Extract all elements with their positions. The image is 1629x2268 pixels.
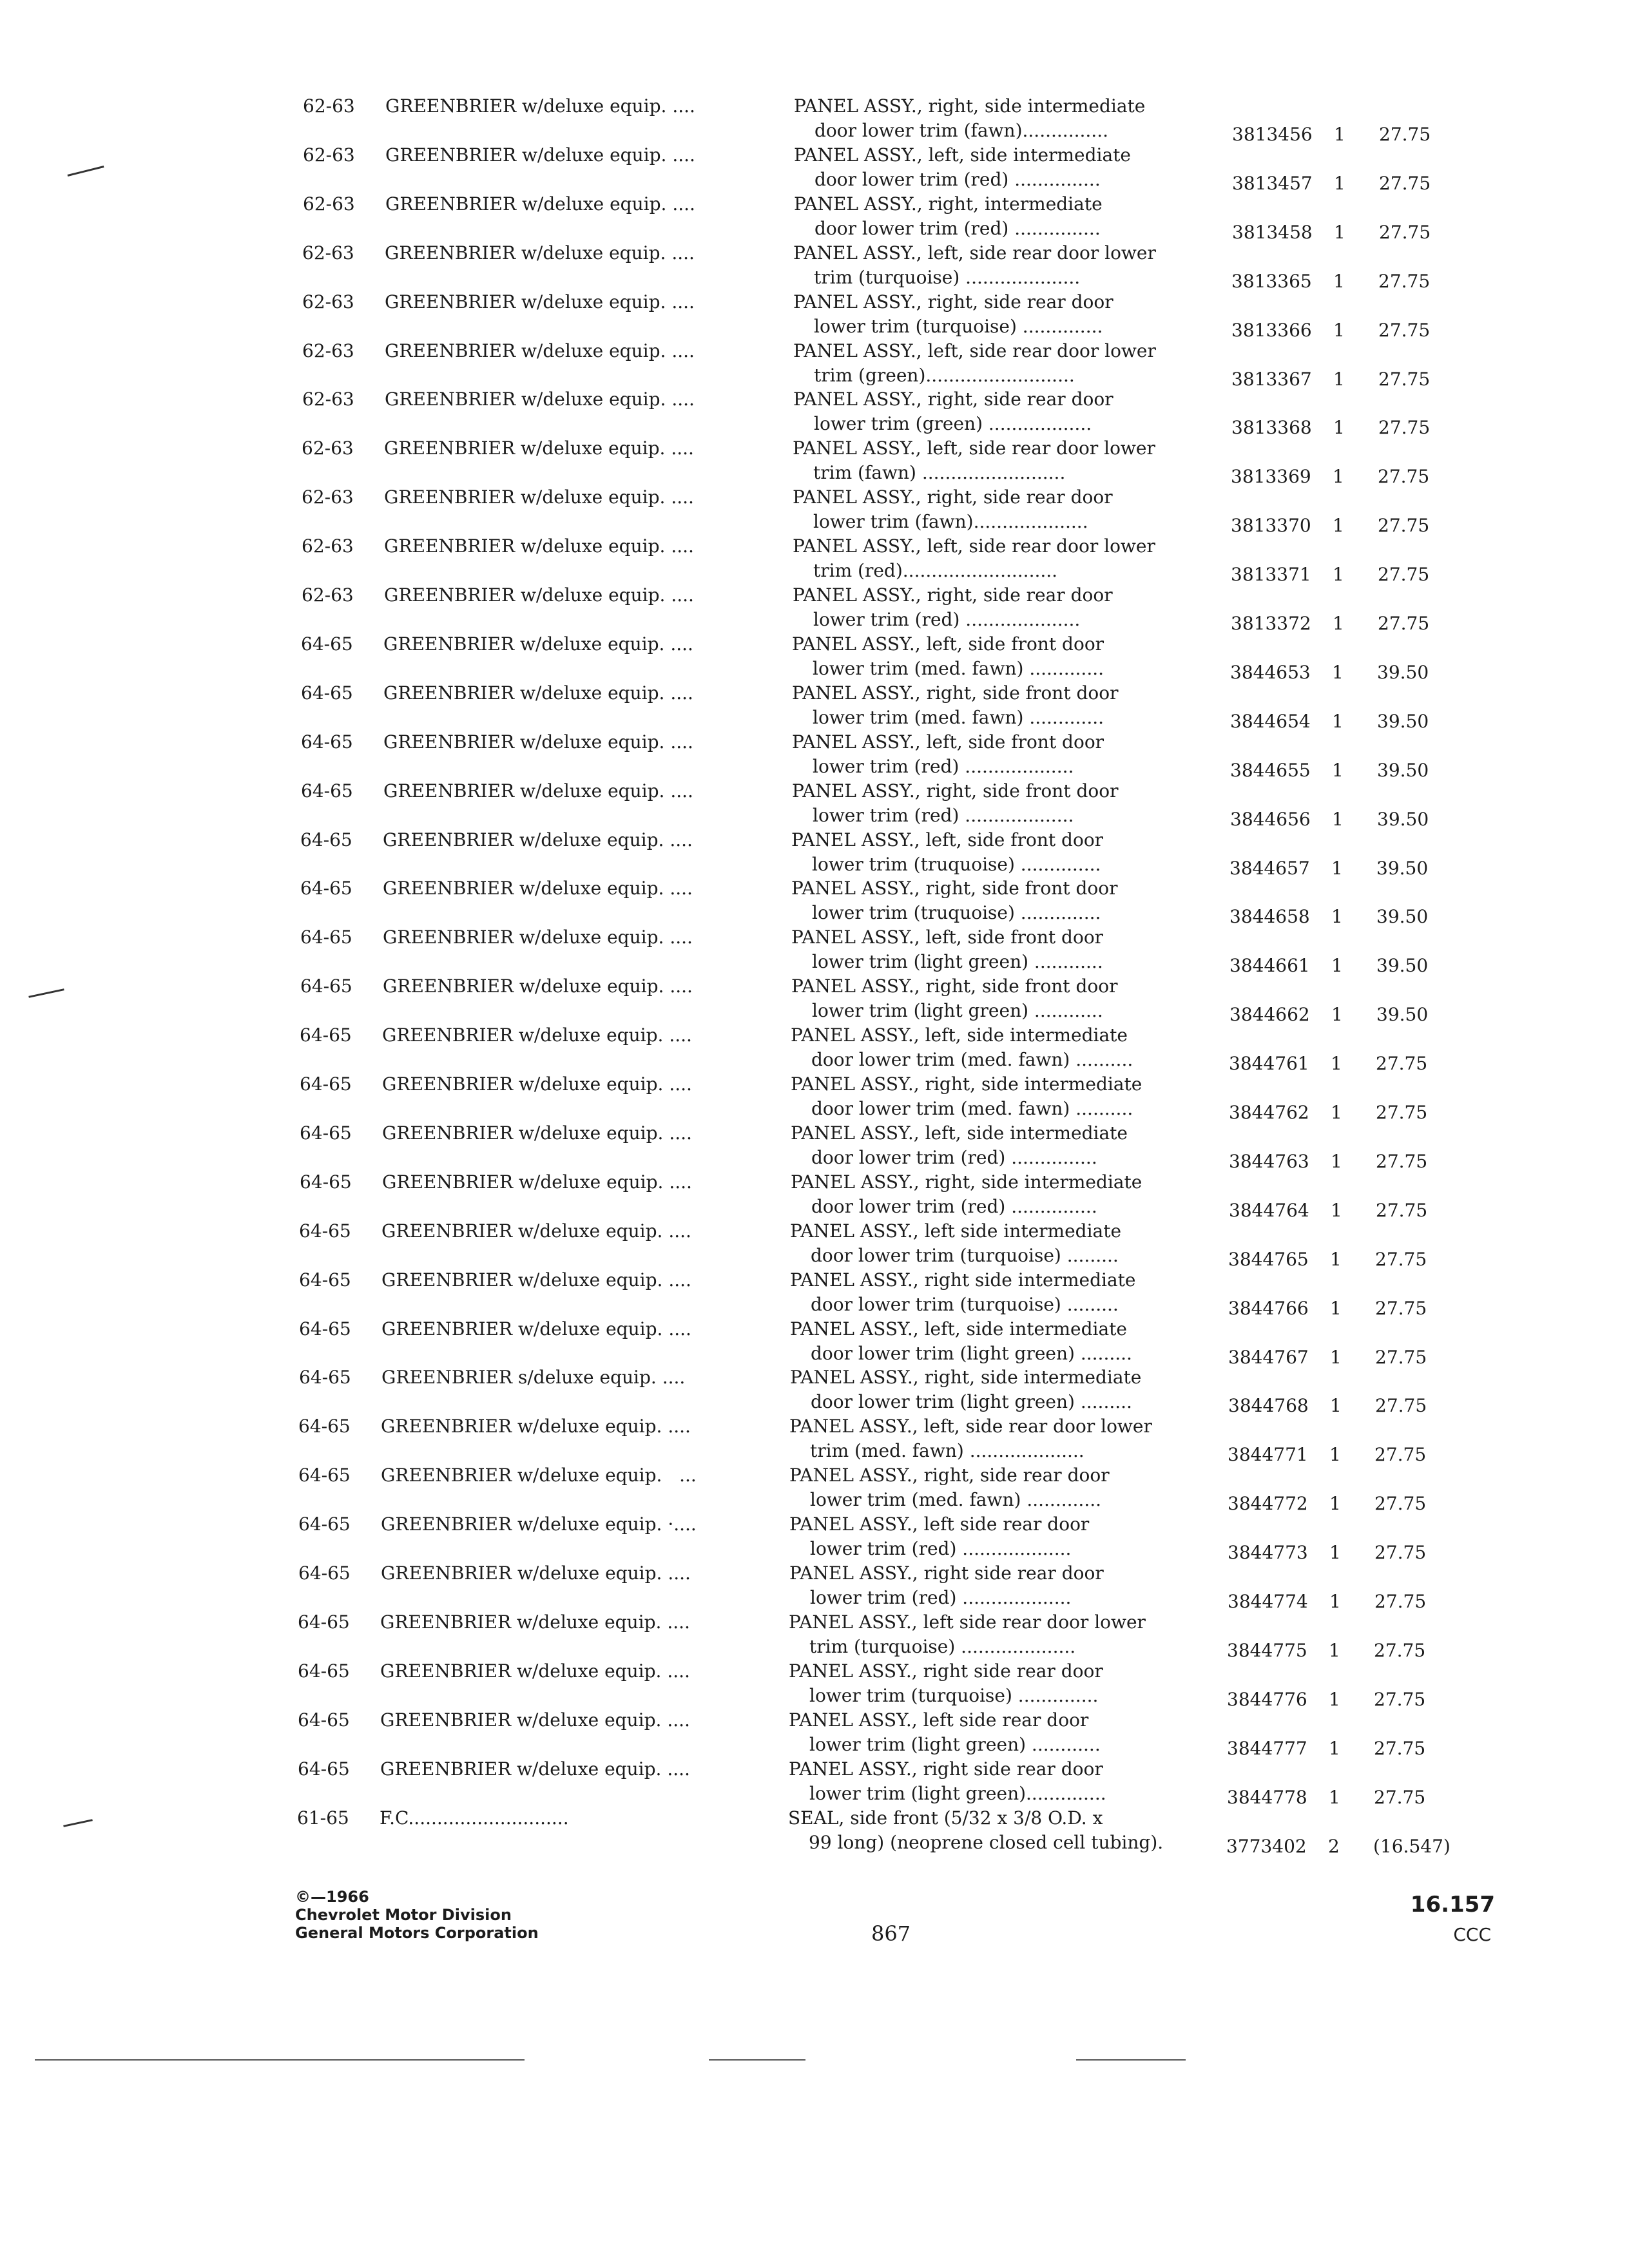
year-cell: 64-65 <box>299 1318 351 1340</box>
part-number-cell: 3844772 <box>1228 1493 1308 1514</box>
table-row <box>0 633 1627 682</box>
description-line-2: door lower trim (red) ............... <box>815 218 1101 239</box>
model-cell: GREENBRIER w/deluxe equip. .... <box>380 1758 690 1780</box>
year-cell: 62-63 <box>302 486 354 508</box>
description-line-1: PANEL ASSY., right, side rear door <box>793 584 1113 606</box>
quantity-cell: 1 <box>1333 466 1344 487</box>
quantity-cell: 1 <box>1333 417 1345 438</box>
description-line-1: PANEL ASSY., left, side front door <box>792 633 1104 655</box>
part-number-cell: 3813372 <box>1231 613 1311 634</box>
table-row <box>0 780 1627 829</box>
part-number-cell: 3844657 <box>1229 858 1310 879</box>
description-line-2: door lower trim (turquoise) ......... <box>811 1245 1119 1266</box>
description-line-1: PANEL ASSY., right side rear door <box>789 1562 1104 1584</box>
year-cell: 64-65 <box>300 1073 352 1095</box>
section-code: CCC <box>1453 1924 1491 1945</box>
description-line-2: lower trim (red) ................... <box>813 756 1074 777</box>
model-cell: GREENBRIER w/deluxe equip. .... <box>383 927 693 948</box>
table-row <box>0 291 1628 340</box>
description-line-1: PANEL ASSY., right, side rear door <box>789 1465 1110 1486</box>
part-number-cell: 3844771 <box>1228 1444 1308 1465</box>
model-cell: GREENBRIER w/deluxe equip. ... <box>381 1465 697 1486</box>
part-number-cell: 3844658 <box>1229 906 1310 927</box>
description-line-1: PANEL ASSY., right, side rear door <box>793 291 1113 312</box>
description-line-2: door lower trim (red) ............... <box>811 1196 1097 1217</box>
corporation-line: General Motors Corporation <box>295 1924 539 1942</box>
description-line-1: PANEL ASSY., left, side rear door lower <box>793 340 1156 361</box>
model-cell: GREENBRIER w/deluxe equip. .... <box>383 682 693 704</box>
price-cell: 39.50 <box>1376 906 1429 927</box>
description-line-1: PANEL ASSY., left, side front door <box>792 731 1104 753</box>
description-line-2: lower trim (turquoise) .............. <box>809 1685 1099 1706</box>
model-cell: GREENBRIER w/deluxe equip. .... <box>382 1073 692 1095</box>
description-line-1: PANEL ASSY., left, side front door <box>791 829 1104 850</box>
description-line-1: PANEL ASSY., left, side rear door lower <box>793 242 1156 264</box>
price-cell: 27.75 <box>1374 1787 1426 1808</box>
description-line-1: PANEL ASSY., left, side intermediate <box>791 1122 1128 1144</box>
quantity-cell: 1 <box>1329 1640 1340 1661</box>
price-cell: 27.75 <box>1375 1249 1427 1270</box>
quantity-cell: 1 <box>1329 1738 1340 1759</box>
quantity-cell: 1 <box>1332 662 1344 683</box>
year-cell: 64-65 <box>298 1416 351 1437</box>
quantity-cell: 1 <box>1332 809 1344 830</box>
description-line-1: PANEL ASSY., right, side front door <box>792 780 1119 802</box>
price-cell: 27.75 <box>1376 1102 1428 1123</box>
bottom-rule <box>1076 2059 1186 2061</box>
quantity-cell: 1 <box>1330 1395 1342 1416</box>
price-cell: 27.75 <box>1374 1689 1426 1710</box>
price-cell: 27.75 <box>1375 1298 1427 1319</box>
year-cell: 64-65 <box>300 829 352 850</box>
table-row <box>0 731 1627 780</box>
quantity-cell: 1 <box>1330 1347 1342 1368</box>
model-cell: GREENBRIER w/deluxe equip. .... <box>381 1416 691 1437</box>
table-row <box>0 193 1629 242</box>
price-cell: 27.75 <box>1375 1347 1427 1368</box>
price-cell: 27.75 <box>1376 1200 1428 1221</box>
year-cell: 64-65 <box>298 1514 351 1535</box>
price-cell: 27.75 <box>1378 564 1430 585</box>
part-number-cell: 3844778 <box>1227 1787 1307 1808</box>
description-line-1: PANEL ASSY., left side rear door <box>789 1709 1089 1731</box>
description-line-1: SEAL, side front (5/32 x 3/8 O.D. x <box>788 1807 1103 1829</box>
price-cell: 27.75 <box>1374 1640 1426 1661</box>
description-line-2: lower trim (fawn).................... <box>813 511 1088 532</box>
publisher-block <box>295 1888 539 1942</box>
description-line-1: PANEL ASSY., right, side rear door <box>793 389 1113 410</box>
price-cell: 27.75 <box>1376 1053 1428 1074</box>
model-cell: GREENBRIER w/deluxe equip. .... <box>385 193 695 215</box>
description-line-1: PANEL ASSY., right, side front door <box>791 975 1118 997</box>
price-cell: 27.75 <box>1374 1542 1427 1563</box>
year-cell: 64-65 <box>298 1465 351 1486</box>
table-row <box>0 1758 1624 1807</box>
description-line-2: lower trim (red) ................... <box>810 1587 1072 1608</box>
table-row <box>0 1562 1624 1611</box>
part-number-cell: 3813371 <box>1231 564 1311 585</box>
description-line-2: lower trim (truquoise) .............. <box>812 854 1101 875</box>
model-cell: GREENBRIER s/deluxe equip. .... <box>381 1367 686 1388</box>
description-line-1: PANEL ASSY., right, side intermediate <box>794 95 1146 117</box>
year-cell: 62-63 <box>302 340 354 361</box>
price-cell: 39.50 <box>1376 1004 1429 1025</box>
price-cell: 27.75 <box>1379 173 1431 194</box>
price-cell: 27.75 <box>1378 515 1430 536</box>
page-number: 867 <box>871 1921 911 1946</box>
part-number-cell: 3844767 <box>1228 1347 1309 1368</box>
model-cell: GREENBRIER w/deluxe equip. .... <box>385 95 695 117</box>
description-line-2: door lower trim (light green) ......... <box>811 1391 1132 1412</box>
description-line-2: trim (turquoise) .................... <box>809 1636 1076 1657</box>
model-cell: GREENBRIER w/deluxe equip. .... <box>380 1709 690 1731</box>
table-row <box>0 975 1626 1024</box>
quantity-cell: 1 <box>1329 1689 1340 1710</box>
model-cell: GREENBRIER w/deluxe equip. .... <box>381 1269 691 1291</box>
table-row <box>0 535 1628 584</box>
table-row <box>0 584 1628 633</box>
year-cell: 64-65 <box>300 1122 352 1144</box>
description-line-2: lower trim (turquoise) .............. <box>814 316 1103 337</box>
part-number-cell: 3813457 <box>1232 173 1313 194</box>
price-cell: 27.75 <box>1378 369 1431 390</box>
table-row <box>0 1073 1626 1122</box>
description-line-1: PANEL ASSY., left, side rear door lower <box>793 437 1155 459</box>
price-cell: 27.75 <box>1378 320 1431 341</box>
part-number-cell: 3844775 <box>1227 1640 1307 1661</box>
table-row <box>0 1171 1626 1220</box>
price-cell: 27.75 <box>1375 1395 1427 1416</box>
part-number-cell: 3844768 <box>1228 1395 1309 1416</box>
description-line-1: PANEL ASSY., left, side intermediate <box>790 1318 1127 1340</box>
model-cell: GREENBRIER w/deluxe equip. .... <box>385 389 695 410</box>
quantity-cell: 1 <box>1330 1249 1342 1270</box>
price-cell: 39.50 <box>1376 955 1429 976</box>
description-line-2: lower trim (truquoise) .............. <box>812 902 1101 923</box>
description-line-1: PANEL ASSY., right, side rear door <box>793 486 1113 508</box>
model-cell: GREENBRIER w/deluxe equip. .... <box>385 242 695 264</box>
price-cell: (16.547) <box>1373 1836 1451 1857</box>
price-cell: 27.75 <box>1376 1151 1428 1172</box>
description-line-2: trim (med. fawn) .................... <box>810 1440 1084 1461</box>
model-cell: GREENBRIER w/deluxe equip. .... <box>384 437 694 459</box>
quantity-cell: 1 <box>1334 124 1345 145</box>
year-cell: 64-65 <box>298 1660 350 1682</box>
model-cell: GREENBRIER w/deluxe equip. .... <box>384 584 694 606</box>
part-number-cell: 3844777 <box>1227 1738 1307 1759</box>
part-number-cell: 3813365 <box>1231 271 1312 292</box>
quantity-cell: 1 <box>1330 1298 1342 1319</box>
description-line-1: PANEL ASSY., right side rear door <box>789 1758 1103 1780</box>
part-number-cell: 3813458 <box>1232 222 1313 243</box>
table-row <box>0 486 1628 535</box>
table-row <box>0 1122 1626 1171</box>
quantity-cell: 1 <box>1329 1591 1341 1612</box>
part-number-cell: 3844763 <box>1229 1151 1309 1172</box>
year-cell: 62-63 <box>302 242 354 264</box>
year-cell: 64-65 <box>299 1367 351 1388</box>
table-row <box>0 829 1626 878</box>
model-cell: GREENBRIER w/deluxe equip. .... <box>385 144 695 166</box>
quantity-cell: 1 <box>1329 1542 1341 1563</box>
price-cell: 27.75 <box>1374 1591 1427 1612</box>
year-cell: 64-65 <box>301 731 353 753</box>
description-line-1: PANEL ASSY., right, side intermediate <box>790 1367 1142 1388</box>
description-line-1: PANEL ASSY., right, side front door <box>792 682 1119 704</box>
year-cell: 64-65 <box>298 1709 350 1731</box>
year-cell: 64-65 <box>300 1171 352 1193</box>
quantity-cell: 1 <box>1331 1151 1342 1172</box>
model-cell: GREENBRIER w/deluxe equip. .... <box>385 291 695 312</box>
description-line-2: door lower trim (fawn)............... <box>815 120 1109 141</box>
description-line-1: PANEL ASSY., left, side intermediate <box>791 1024 1128 1046</box>
quantity-cell: 1 <box>1331 1053 1342 1074</box>
description-line-2: lower trim (med. fawn) ............. <box>813 658 1104 679</box>
section-number: 16.157 <box>1410 1892 1495 1917</box>
quantity-cell: 1 <box>1331 1102 1342 1123</box>
quantity-cell: 1 <box>1333 369 1345 390</box>
quantity-cell: 1 <box>1332 760 1344 781</box>
year-cell: 64-65 <box>300 927 352 948</box>
model-cell: GREENBRIER w/deluxe equip. .... <box>383 975 693 997</box>
price-cell: 27.75 <box>1374 1444 1427 1465</box>
table-row <box>0 340 1628 389</box>
price-cell: 39.50 <box>1377 760 1429 781</box>
part-number-cell: 3813366 <box>1231 320 1312 341</box>
table-row <box>0 1514 1624 1562</box>
year-cell: 62-63 <box>302 584 354 606</box>
description-line-1: PANEL ASSY., right, intermediate <box>794 193 1103 215</box>
quantity-cell: 1 <box>1329 1787 1340 1808</box>
description-line-1: PANEL ASSY., right side intermediate <box>790 1269 1136 1291</box>
description-line-2: lower trim (med. fawn) ............. <box>813 707 1104 728</box>
table-row <box>0 1367 1625 1416</box>
division-line: Chevrolet Motor Division <box>295 1906 512 1924</box>
description-line-1: PANEL ASSY., right, side intermediate <box>791 1073 1142 1095</box>
year-cell: 62-63 <box>303 193 355 215</box>
price-cell: 27.75 <box>1378 466 1430 487</box>
table-row <box>0 242 1628 291</box>
description-line-1: PANEL ASSY., left side rear door <box>789 1514 1090 1535</box>
part-number-cell: 3844656 <box>1230 809 1311 830</box>
price-cell: 27.75 <box>1378 271 1431 292</box>
description-line-1: PANEL ASSY., left, side front door <box>791 927 1104 948</box>
price-cell: 27.75 <box>1378 417 1431 438</box>
description-line-1: PANEL ASSY., left, side intermediate <box>794 144 1131 166</box>
year-cell: 62-63 <box>303 95 355 117</box>
part-number-cell: 3813368 <box>1231 417 1312 438</box>
description-line-2: trim (red)........................... <box>813 560 1058 581</box>
year-cell: 62-63 <box>302 437 354 459</box>
model-cell: F.C............................ <box>380 1807 569 1829</box>
description-line-2: door lower trim (red) ............... <box>815 169 1101 190</box>
price-cell: 27.75 <box>1379 124 1431 145</box>
table-row <box>0 1660 1624 1709</box>
table-row <box>0 1807 1623 1856</box>
quantity-cell: 1 <box>1334 173 1345 194</box>
table-row <box>0 1220 1625 1269</box>
price-cell: 27.75 <box>1379 222 1431 243</box>
year-cell: 62-63 <box>302 535 354 557</box>
bottom-rule <box>35 2059 525 2061</box>
quantity-cell: 1 <box>1333 271 1345 292</box>
table-row <box>0 682 1627 731</box>
part-number-cell: 3844776 <box>1227 1689 1307 1710</box>
quantity-cell: 2 <box>1328 1836 1340 1857</box>
quantity-cell: 1 <box>1333 320 1345 341</box>
table-row <box>0 389 1628 437</box>
model-cell: GREENBRIER w/deluxe equip. .... <box>384 486 694 508</box>
table-row <box>0 437 1628 486</box>
price-cell: 27.75 <box>1374 1493 1427 1514</box>
description-line-1: PANEL ASSY., right side rear door <box>789 1660 1103 1682</box>
year-cell: 64-65 <box>299 1269 351 1291</box>
model-cell: GREENBRIER w/deluxe equip. .... <box>384 535 694 557</box>
price-cell: 39.50 <box>1377 662 1429 683</box>
part-number-cell: 3844764 <box>1229 1200 1309 1221</box>
price-cell: 27.75 <box>1378 613 1430 634</box>
description-line-2: 99 long) (neoprene closed cell tubing). <box>809 1832 1164 1853</box>
description-line-2: door lower trim (med. fawn) .......... <box>811 1098 1133 1119</box>
quantity-cell: 1 <box>1333 515 1344 536</box>
part-number-cell: 3844655 <box>1230 760 1311 781</box>
description-line-2: lower trim (light green) ............ <box>812 1000 1103 1021</box>
model-cell: GREENBRIER w/deluxe equip. .... <box>383 633 693 655</box>
description-line-1: PANEL ASSY., right, side front door <box>791 878 1118 899</box>
model-cell: GREENBRIER w/deluxe equip. .... <box>383 878 693 899</box>
part-number-cell: 3844762 <box>1229 1102 1309 1123</box>
year-cell: 64-65 <box>301 780 353 802</box>
price-cell: 27.75 <box>1374 1738 1426 1759</box>
model-cell: GREENBRIER w/deluxe equip. .... <box>382 1024 692 1046</box>
part-number-cell: 3813370 <box>1231 515 1311 536</box>
year-cell: 64-65 <box>298 1562 351 1584</box>
part-number-cell: 3844653 <box>1230 662 1311 683</box>
model-cell: GREENBRIER w/deluxe equip. .... <box>380 1660 690 1682</box>
description-line-2: lower trim (red) ................... <box>813 805 1074 826</box>
description-line-2: trim (green).......................... <box>814 365 1075 386</box>
description-line-1: PANEL ASSY., left side intermediate <box>790 1220 1122 1242</box>
table-row <box>0 1416 1624 1465</box>
description-line-1: PANEL ASSY., left, side rear door lower <box>789 1416 1152 1437</box>
description-line-2: door lower trim (light green) ......... <box>811 1343 1132 1364</box>
model-cell: GREENBRIER w/deluxe equip. .... <box>380 1611 690 1633</box>
description-line-2: lower trim (light green) ............ <box>812 951 1103 972</box>
part-number-cell: 3844654 <box>1230 711 1311 732</box>
year-cell: 64-65 <box>301 633 353 655</box>
part-number-cell: 3813456 <box>1232 124 1313 145</box>
quantity-cell: 1 <box>1331 955 1343 976</box>
table-row <box>0 144 1629 193</box>
part-number-cell: 3844774 <box>1228 1591 1308 1612</box>
price-cell: 39.50 <box>1377 809 1429 830</box>
description-line-1: PANEL ASSY., left side rear door lower <box>789 1611 1146 1633</box>
price-cell: 39.50 <box>1377 711 1429 732</box>
model-cell: GREENBRIER w/deluxe equip. .... <box>381 1318 691 1340</box>
description-line-2: lower trim (light green) ............ <box>809 1734 1101 1755</box>
quantity-cell: 1 <box>1331 858 1343 879</box>
model-cell: GREENBRIER w/deluxe equip. .... <box>382 1122 692 1144</box>
quantity-cell: 1 <box>1333 613 1344 634</box>
year-cell: 61-65 <box>297 1807 349 1829</box>
table-row <box>0 95 1629 144</box>
quantity-cell: 1 <box>1331 1004 1343 1025</box>
model-cell: GREENBRIER w/deluxe equip. .... <box>382 1171 692 1193</box>
part-number-cell: 3844773 <box>1228 1542 1308 1563</box>
quantity-cell: 1 <box>1331 906 1343 927</box>
quantity-cell: 1 <box>1334 222 1345 243</box>
price-cell: 39.50 <box>1376 858 1429 879</box>
quantity-cell: 1 <box>1329 1493 1341 1514</box>
part-number-cell: 3844766 <box>1228 1298 1309 1319</box>
year-cell: 64-65 <box>299 1220 351 1242</box>
part-number-cell: 3813369 <box>1231 466 1311 487</box>
quantity-cell: 1 <box>1333 564 1344 585</box>
year-cell: 64-65 <box>300 975 352 997</box>
part-number-cell: 3773402 <box>1226 1836 1307 1857</box>
model-cell: GREENBRIER w/deluxe equip. .... <box>383 731 693 753</box>
table-row <box>0 878 1626 927</box>
model-cell: GREENBRIER w/deluxe equip. ·.... <box>381 1514 697 1535</box>
year-cell: 62-63 <box>302 291 354 312</box>
bottom-rule <box>709 2059 805 2061</box>
description-line-2: trim (turquoise) .................... <box>814 267 1081 288</box>
description-line-2: lower trim (red) .................... <box>813 609 1081 630</box>
description-line-1: PANEL ASSY., left, side rear door lower <box>793 535 1155 557</box>
model-cell: GREENBRIER w/deluxe equip. .... <box>383 829 693 850</box>
quantity-cell: 1 <box>1331 1200 1342 1221</box>
part-number-cell: 3844662 <box>1229 1004 1310 1025</box>
part-number-cell: 3844661 <box>1229 955 1310 976</box>
table-row <box>0 927 1626 975</box>
description-line-2: trim (fawn) ......................... <box>813 462 1066 483</box>
year-cell: 64-65 <box>298 1611 350 1633</box>
model-cell: GREENBRIER w/deluxe equip. .... <box>381 1220 691 1242</box>
year-cell: 64-65 <box>300 878 352 899</box>
table-row <box>0 1318 1625 1367</box>
description-line-2: door lower trim (turquoise) ......... <box>811 1294 1119 1315</box>
part-number-cell: 3844761 <box>1229 1053 1309 1074</box>
part-number-cell: 3813367 <box>1231 369 1312 390</box>
model-cell: GREENBRIER w/deluxe equip. .... <box>385 340 695 361</box>
quantity-cell: 1 <box>1329 1444 1341 1465</box>
model-cell: GREENBRIER w/deluxe equip. .... <box>383 780 693 802</box>
table-row <box>0 1611 1624 1660</box>
description-line-2: lower trim (light green).............. <box>809 1783 1106 1804</box>
description-line-2: door lower trim (med. fawn) .......... <box>811 1049 1133 1070</box>
year-cell: 62-63 <box>303 144 355 166</box>
table-row <box>0 1709 1624 1758</box>
description-line-1: PANEL ASSY., right, side intermediate <box>791 1171 1142 1193</box>
year-cell: 64-65 <box>298 1758 350 1780</box>
table-row <box>0 1024 1626 1073</box>
year-cell: 64-65 <box>300 1024 352 1046</box>
description-line-2: lower trim (med. fawn) ............. <box>810 1489 1102 1510</box>
description-line-2: door lower trim (red) ............... <box>811 1147 1097 1168</box>
copyright-line: ©—1966 <box>295 1888 369 1906</box>
year-cell: 64-65 <box>301 682 353 704</box>
table-row <box>0 1269 1625 1318</box>
part-number-cell: 3844765 <box>1228 1249 1309 1270</box>
year-cell: 62-63 <box>302 389 354 410</box>
table-row <box>0 1465 1624 1514</box>
model-cell: GREENBRIER w/deluxe equip. .... <box>381 1562 691 1584</box>
quantity-cell: 1 <box>1332 711 1344 732</box>
description-line-2: lower trim (red) ................... <box>810 1538 1072 1559</box>
description-line-2: lower trim (green) .................. <box>814 413 1092 434</box>
